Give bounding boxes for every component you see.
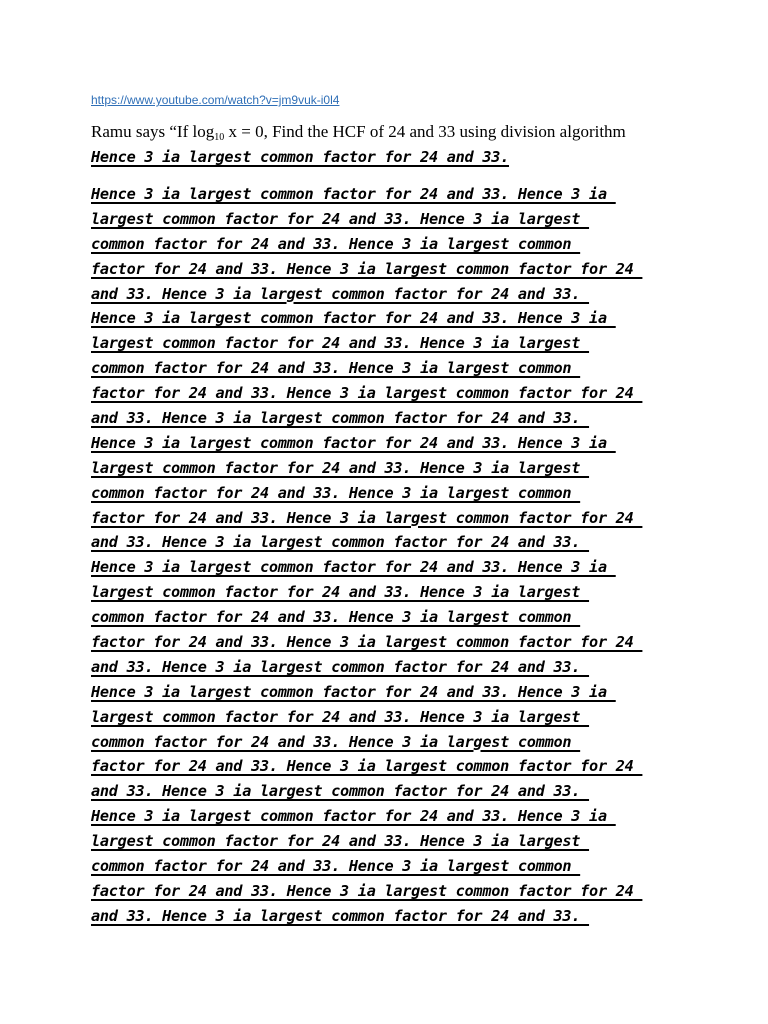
answer-line: factor for 24 and 33. Hence 3 ia largest common factor for 24 bbox=[91, 384, 643, 403]
answer-line: factor for 24 and 33. Hence 3 ia largest common factor for 24 bbox=[91, 633, 643, 652]
answer-line: largest common factor for 24 and 33. Hence 3 ia largest bbox=[91, 209, 590, 228]
answer-line: and 33. Hence 3 ia largest common factor for 24 and 33. bbox=[91, 284, 590, 303]
answer-line: and 33. Hence 3 ia largest common factor for 24 and 33. bbox=[91, 782, 590, 801]
answer-line: common factor for 24 and 33. Hence 3 ia largest common bbox=[91, 359, 581, 378]
question-prefix: Ramu says “If log bbox=[91, 122, 215, 141]
answer-line: largest common factor for 24 and 33. Hence 3 ia largest bbox=[91, 832, 590, 851]
answer-line: factor for 24 and 33. Hence 3 ia largest common factor for 24 bbox=[91, 881, 643, 900]
question-text bbox=[91, 122, 691, 143]
answer-line: largest common factor for 24 and 33. Hence 3 ia largest bbox=[91, 334, 590, 353]
answer-line: common factor for 24 and 33. Hence 3 ia largest common bbox=[91, 608, 581, 627]
answer-line: Hence 3 ia largest common factor for 24 and 33. Hence 3 ia bbox=[91, 185, 616, 203]
answer-line: common factor for 24 and 33. Hence 3 ia largest common bbox=[91, 857, 581, 876]
answer-line: Hence 3 ia largest common factor for 24 and 33. Hence 3 ia bbox=[91, 807, 616, 826]
answer-line: Hence 3 ia largest common factor for 24 and 33. Hence 3 ia bbox=[91, 682, 616, 701]
answer-line: Hence 3 ia largest common factor for 24 and 33. Hence 3 ia bbox=[91, 433, 616, 452]
answer-line: Hence 3 ia largest common factor for 24 and 33. Hence 3 ia bbox=[91, 309, 616, 328]
answer-line: common factor for 24 and 33. Hence 3 ia largest common bbox=[91, 483, 581, 502]
question-middle: x = 0, Find the HCF of 24 and 33 using division algorithm bbox=[224, 122, 626, 141]
answer-line: factor for 24 and 33. Hence 3 ia largest common factor for 24 bbox=[91, 259, 643, 278]
answer-line: largest common factor for 24 and 33. Hence 3 ia largest bbox=[91, 583, 590, 602]
answer-line: common factor for 24 and 33. Hence 3 ia largest common bbox=[91, 234, 581, 253]
youtube-link[interactable]: https://www.youtube.com/watch?v=jm9vuk-i0l4 bbox=[91, 93, 340, 107]
answer-line: largest common factor for 24 and 33. Hence 3 ia largest bbox=[91, 707, 590, 726]
answer-line: and 33. Hence 3 ia largest common factor for 24 and 33. bbox=[91, 906, 590, 925]
answer-line: largest common factor for 24 and 33. Hence 3 ia largest bbox=[91, 458, 590, 477]
answer-line: common factor for 24 and 33. Hence 3 ia largest common bbox=[91, 732, 581, 751]
log-base-subscript: 10 bbox=[214, 132, 225, 143]
answer-line: factor for 24 and 33. Hence 3 ia largest common factor for 24 bbox=[91, 508, 643, 527]
answer-paragraph bbox=[91, 182, 642, 929]
first-answer-line: Hence 3 ia largest common factor for 24 and 33. bbox=[91, 148, 510, 166]
answer-line: and 33. Hence 3 ia largest common factor for 24 and 33. bbox=[91, 657, 590, 676]
answer-line: factor for 24 and 33. Hence 3 ia largest common factor for 24 bbox=[91, 757, 643, 776]
answer-line: and 33. Hence 3 ia largest common factor for 24 and 33. bbox=[91, 409, 590, 428]
answer-line: Hence 3 ia largest common factor for 24 and 33. Hence 3 ia bbox=[91, 558, 616, 577]
answer-line: and 33. Hence 3 ia largest common factor for 24 and 33. bbox=[91, 533, 590, 552]
